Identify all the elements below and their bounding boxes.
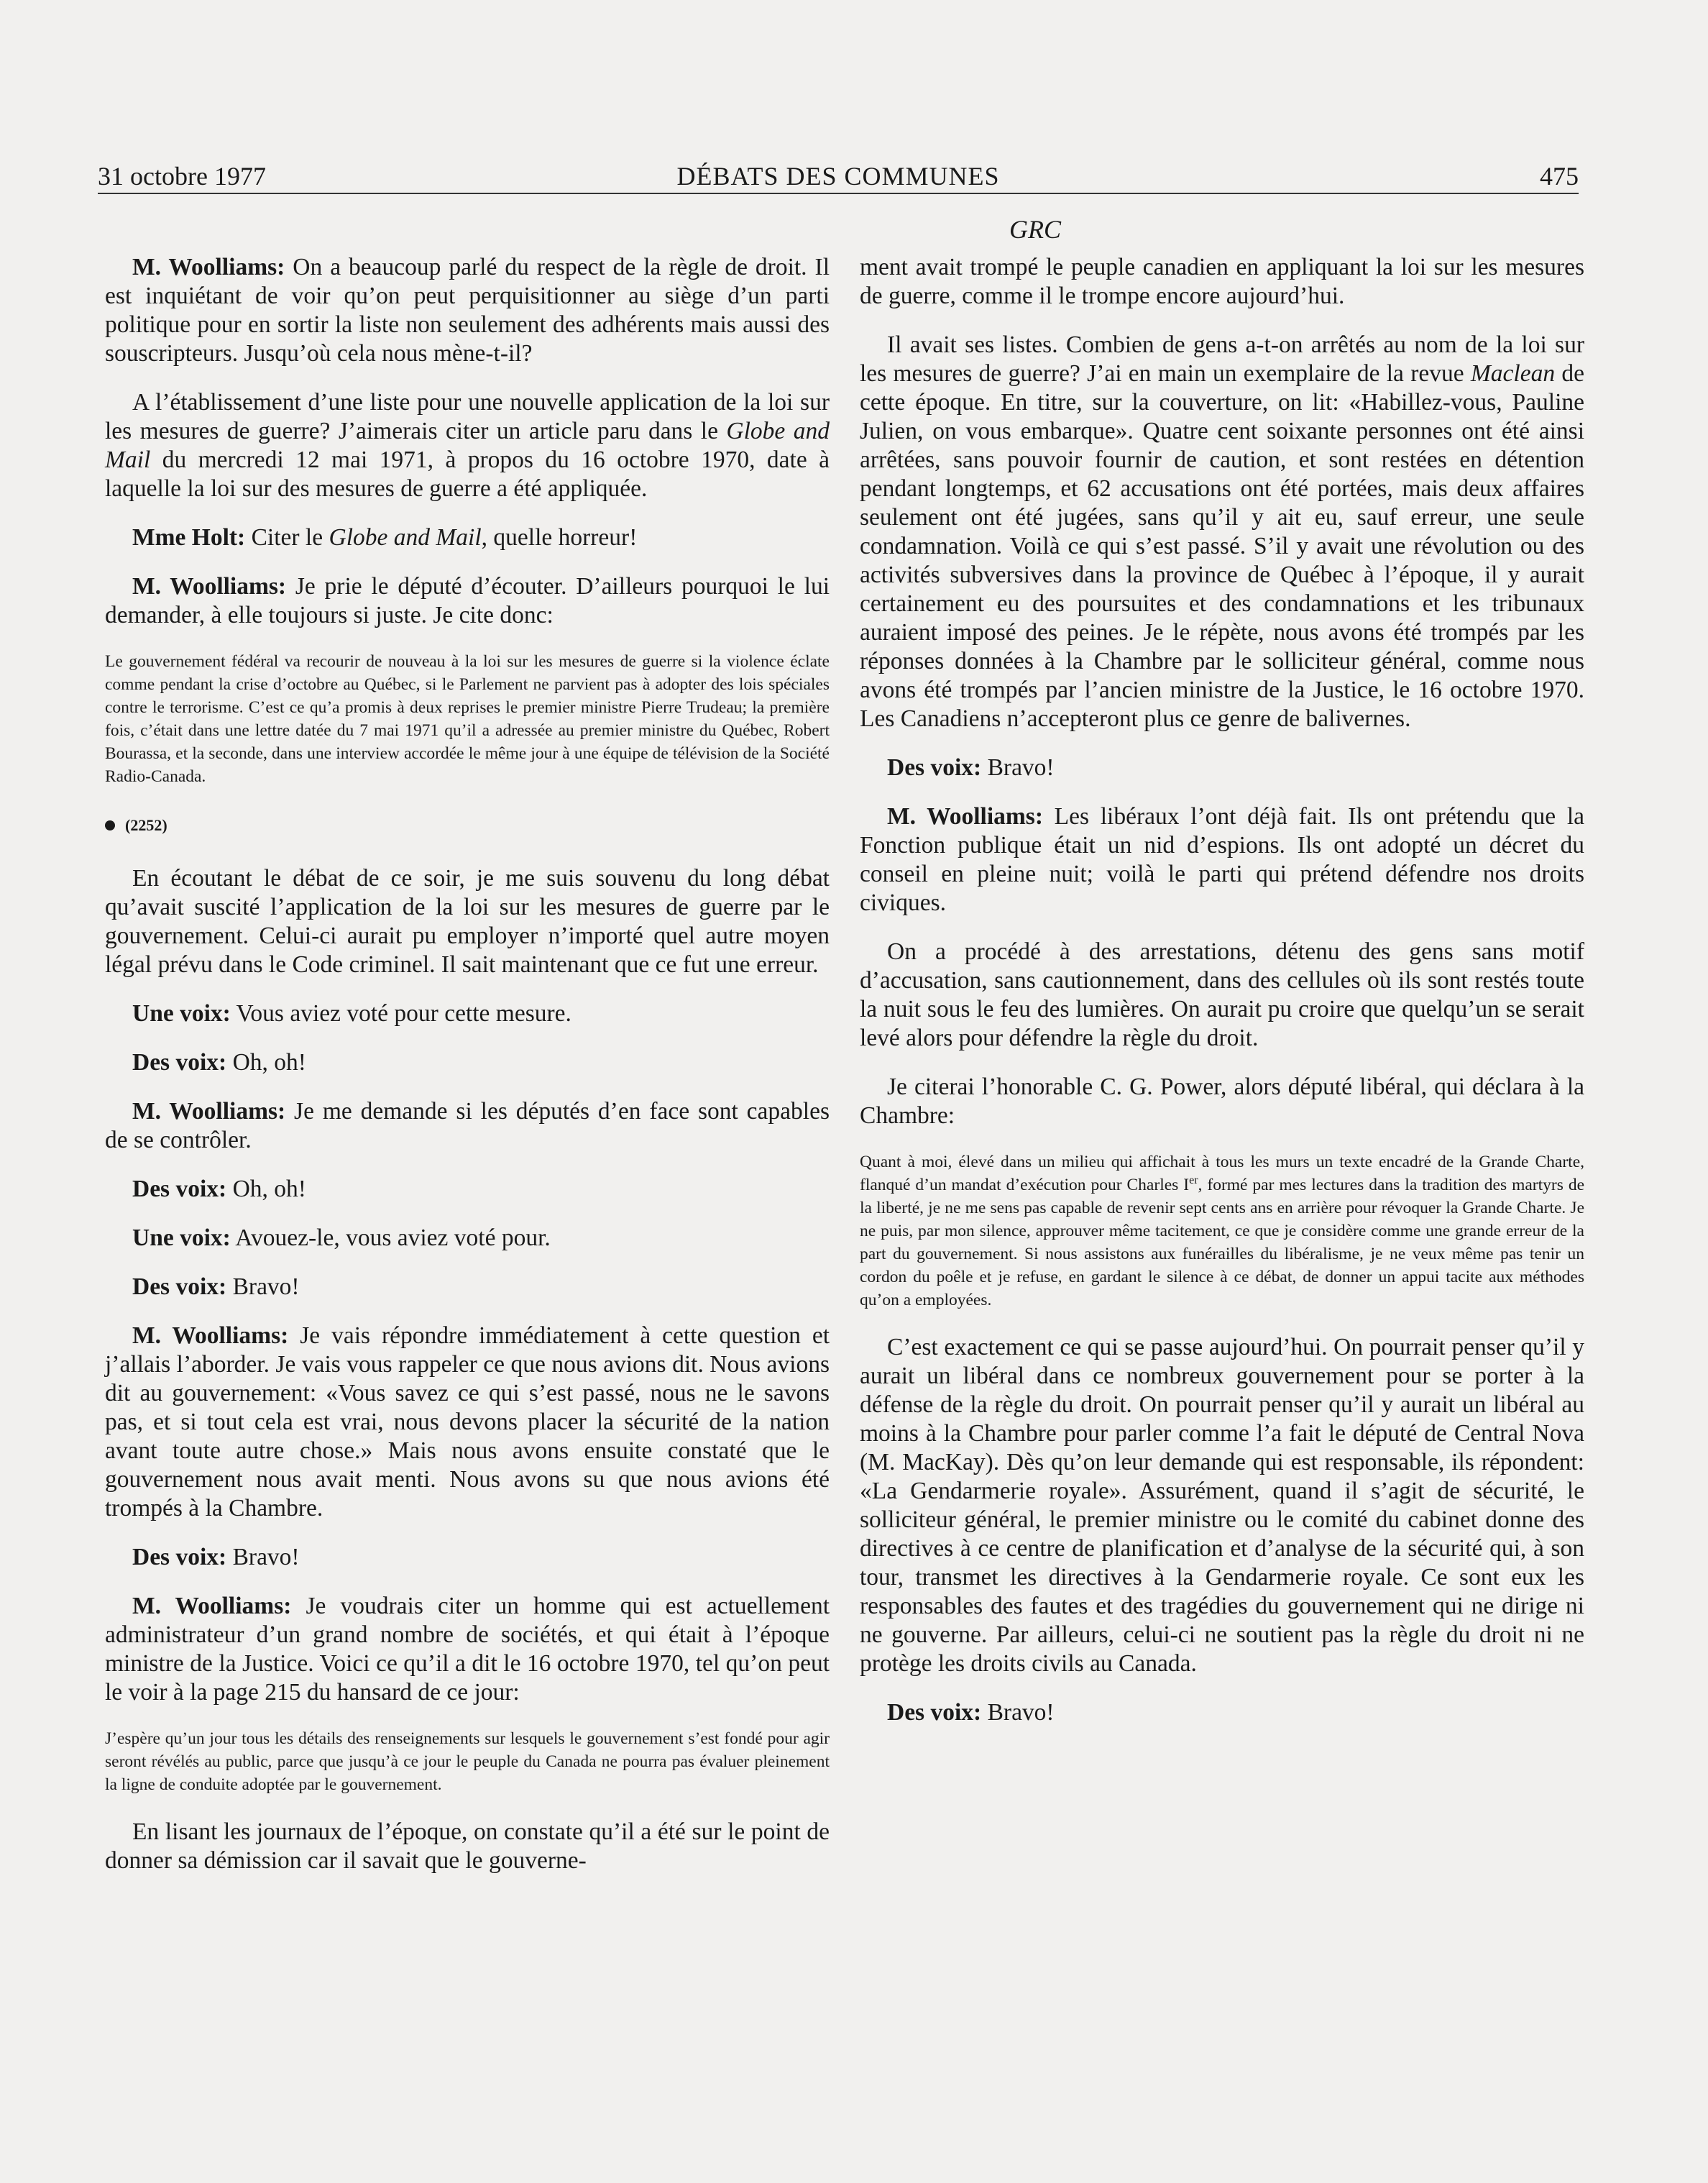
- newspaper-title: Globe and Mail: [329, 524, 482, 551]
- speaker-name: M. Woolliams:: [132, 1592, 292, 1619]
- speech-text: , quelle horreur!: [481, 524, 638, 551]
- speech-text: A l’établissement d’une liste pour une nouvelle application de la loi sur les mesures de guerre? J’aimerais citer un article paru dans le: [105, 389, 830, 444]
- speech-text: Avouez-le, vous aviez voté pour.: [230, 1224, 551, 1251]
- paragraph: [105, 1048, 830, 1077]
- speech-text: Bravo!: [226, 1273, 300, 1300]
- time-marker: [105, 810, 830, 840]
- paragraph: [105, 999, 830, 1028]
- paragraph: [105, 1322, 830, 1523]
- block-quote: J’espère qu’un jour tous les détails des renseignements sur lesquels le gouvernement s’est fondé pour agir seront révélés au public, parce que jusqu’à ce jour le peuple du Canada ne pourra pas évaluer pleinement la ligne de conduite adoptée par le gouvernement.: [105, 1729, 830, 1794]
- speaker-name: Des voix:: [132, 1048, 227, 1076]
- bullet-dot-icon: [105, 820, 115, 830]
- speaker-name: M. Woolliams:: [132, 573, 287, 600]
- paragraph: [105, 572, 830, 630]
- speaker-name: Des voix:: [132, 1543, 227, 1570]
- newspaper-title: Globe and Mail: [105, 418, 830, 473]
- speech-text: Je prie le député d’écouter. D’ailleurs pourquoi le lui demander, à elle toujours si juste. Je cite donc:: [105, 573, 830, 628]
- speech-text: Les libéraux l’ont déjà fait. Ils ont prétendu que la Fonction publique était un nid d’espions. Ils ont adopté un décret du conseil en pleine nuit; voilà le parti qui prétend défendre nos droits civiques.: [860, 803, 1585, 916]
- speech-text: On a beaucoup parlé du respect de la règle de droit. Il est inquiétant de voir qu’on peut perquisitionner au siège d’un parti politique pour en sortir la liste non seulement des adhérents mais aussi des souscripteurs. Jusqu’où cela nous mène-t-il?: [105, 254, 830, 367]
- quote-text: , formé par mes lectures dans la tradition des martyrs de la liberté, je ne me sens pas capable de revenir sept cents ans en arrière pour révoquer la Grande Charte. Je ne puis, par mon silence, approuver même tacitement, ce que je considère comme une grande erreur de la part du gouvernement. Si nous assistons aux funérailles du libéralisme, je ne veux même pas tenir un cordon du poêle et je refuse, en gardant le silence à ce débat, de donner un appui tacite aux méthodes qu’on a employées.: [860, 1176, 1584, 1309]
- paragraph: [105, 1097, 830, 1155]
- speaker-name: M. Woolliams:: [132, 254, 285, 280]
- paragraph: [105, 1592, 830, 1707]
- page-header: [98, 158, 1579, 194]
- paragraph: [860, 802, 1584, 917]
- speaker-name: Des voix:: [887, 1699, 982, 1726]
- block-quote: Le gouvernement fédéral va recourir de nouveau à la loi sur les mesures de guerre si la violence éclate comme pendant la crise d’octobre au Québec, si le Parlement ne parvient pas à adopter des lois spéciales contre le terrorisme. C’est ce qu’a promis à deux reprises le premier ministre Pierre Trudeau; la première fois, c’était dans une lettre datée du 7 mai 1971 qu’il a adressée au premier ministre du Québec, Robert Bourassa, et la seconde, dans une interview accordée le même jour à une équipe de télévision de la Société Radio-Canada.: [105, 652, 830, 786]
- speaker-name: Mme Holt:: [132, 524, 246, 551]
- paragraph: ment avait trompé le peuple canadien en appliquant la loi sur les mesures de guerre, comme il le trompe encore aujourd’hui.: [860, 254, 1584, 309]
- speech-text: Bravo!: [981, 754, 1055, 781]
- right-column: [860, 253, 1584, 1747]
- paragraph: [860, 1698, 1584, 1727]
- header-date: 31 octobre 1977: [98, 162, 266, 191]
- paragraph: En écoutant le débat de ce soir, je me suis souvenu du long débat qu’avait suscité l’application de la loi sur les mesures de guerre par le gouvernement. Celui-ci aurait pu employer n’importé quel autre moyen légal prévu dans le Code criminel. Il sait maintenant que ce fut une erreur.: [105, 864, 830, 978]
- speaker-name: Des voix:: [887, 754, 982, 781]
- block-quote: [860, 1150, 1584, 1312]
- paragraph: [105, 523, 830, 552]
- paragraph: [105, 1224, 830, 1253]
- paragraph: C’est exactement ce qui se passe aujourd’hui. On pourrait penser qu’il y aurait un libéral dans ce nombreux gouvernement pour se porter à la défense de la règle du droit. On pourrait penser qu’il y aurait un libéral au moins à la Chambre pour parler comme l’a fait le député de Central Nova (M. MacKay). Dès qu’on leur demande qui est responsable, ils répondent: «La Gendarmerie royale». Assurément, quand il s’agit de sécurité, le solliciteur général, le premier ministre ou le comité du cabinet donne des directives à ce centre de planification et d’analyse de la sécurité qui, à son tour, transmet les directives à la Gendarmerie royale. Ce sont eux les responsables des fautes et des tragédies du gouvernement qui ne dirige ni ne gouverne. Par ailleurs, celui-ci ne soutient pas la règle du droit ni ne protège les droits civils au Canada.: [860, 1334, 1584, 1677]
- superscript: er: [1189, 1174, 1198, 1187]
- speech-text: Oh, oh!: [226, 1048, 306, 1076]
- speaker-name: Une voix:: [132, 999, 231, 1027]
- paragraph: [105, 253, 830, 368]
- header-title: DÉBATS DES COMMUNES: [676, 162, 1000, 191]
- section-title: GRC: [1009, 215, 1061, 244]
- paragraph: On a procédé à des arrestations, détenu des gens sans motif d’accusation, sans cautionnement, dans des cellules où ils sont restés toute la nuit sous le feu des lumières. On aurait pu croire que quelqu’un se serait levé alors pour défendre la règle du droit.: [860, 938, 1584, 1051]
- paragraph: [860, 754, 1584, 782]
- speaker-name: M. Woolliams:: [887, 803, 1043, 830]
- speech-text: Je me demande si les députés d’en face sont capables de se contrôler.: [105, 1097, 830, 1153]
- speech-text: Je voudrais citer un homme qui est actuellement administrateur d’un grand nombre de sociétés, et qui était à l’époque ministre de la Justice. Voici ce qu’il a dit le 16 octobre 1970, tel qu’on peut le voir à la page 215 du hansard de ce jour:: [105, 1592, 830, 1706]
- speech-text: Il avait ses listes. Combien de gens a-t-on arrêtés au nom de la loi sur les mesures de guerre? J’ai en main un exemplaire de la revue: [860, 331, 1584, 387]
- paragraph: [105, 1273, 830, 1301]
- paragraph: [105, 1175, 830, 1204]
- left-column: [105, 253, 830, 1895]
- speech-text: Oh, oh!: [226, 1175, 306, 1202]
- quote-text: Quant à moi, élevé dans un milieu qui affichait à tous les murs un texte encadré de la Grande Charte, flanqué d’un mandat d’exécution pour Charles I: [860, 1153, 1584, 1194]
- speech-text: Bravo!: [226, 1543, 300, 1570]
- speech-text: de cette époque. En titre, sur la couverture, on lit: «Habillez-vous, Pauline Julien, on vous embarque». Quatre cent soixante personnes ont été ainsi arrêtées, sans pouvoir fournir de caution, et sont restées en détention pendant longtemps, et 62 accusations ont été portées, mais deux affaires seulement ont été jugées, sans qu’il y ait eu, sauf erreur, une seule condamnation. Voilà ce qui s’est passé. S’il y avait une révolution ou des activités subversives dans la province de Québec à l’époque, il y aurait certainement eu des poursuites et des condamnations et les tribunaux auraient imposé des peines. Je le répète, nous avons été trompés par les réponses données à la Chambre par le solliciteur général, comme nous avons été trompés par l’ancien ministre de la Justice, le 16 octobre 1970. Les Canadiens n’accepteront plus ce genre de balivernes.: [860, 360, 1584, 732]
- speech-text: Citer le: [245, 524, 329, 551]
- speaker-name: M. Woolliams:: [132, 1097, 286, 1125]
- page-number: 475: [1540, 162, 1579, 191]
- time-marker-label: (2252): [125, 815, 167, 834]
- speaker-name: Des voix:: [132, 1175, 227, 1202]
- speaker-name: Des voix:: [132, 1273, 227, 1300]
- paragraph: [105, 1543, 830, 1572]
- speech-text: Bravo!: [981, 1699, 1055, 1726]
- speech-text: du mercredi 12 mai 1971, à propos du 16 octobre 1970, date à laquelle la loi sur des mesures de guerre a été appliquée.: [105, 447, 830, 502]
- speech-text: Je vais répondre immédiatement à cette question et j’allais l’aborder. Je vais vous rappeler ce que nous avions dit. Nous avions dit au gouvernement: «Vous savez ce qui s’est passé, nous ne le savons pas, et si tout cela est vrai, nous devons placer la sécurité de la nation avant toute autre chose.» Mais nous avons ensuite constaté que le gouvernement nous avait menti. Nous avons su que nous avions été trompés à la Chambre.: [105, 1322, 830, 1521]
- paragraph: Je citerai l’honorable C. G. Power, alors député libéral, qui déclara à la Chambre:: [860, 1074, 1584, 1129]
- speaker-name: M. Woolliams:: [132, 1322, 289, 1349]
- paragraph: [105, 388, 830, 503]
- speech-text: Vous aviez voté pour cette mesure.: [230, 999, 571, 1027]
- paragraph: En lisant les journaux de l’époque, on constate qu’il a été sur le point de donner sa démission car il savait que le gouverne-: [105, 1818, 830, 1874]
- paragraph: [860, 331, 1584, 733]
- speaker-name: Une voix:: [132, 1224, 231, 1251]
- magazine-title: Maclean: [1470, 360, 1556, 387]
